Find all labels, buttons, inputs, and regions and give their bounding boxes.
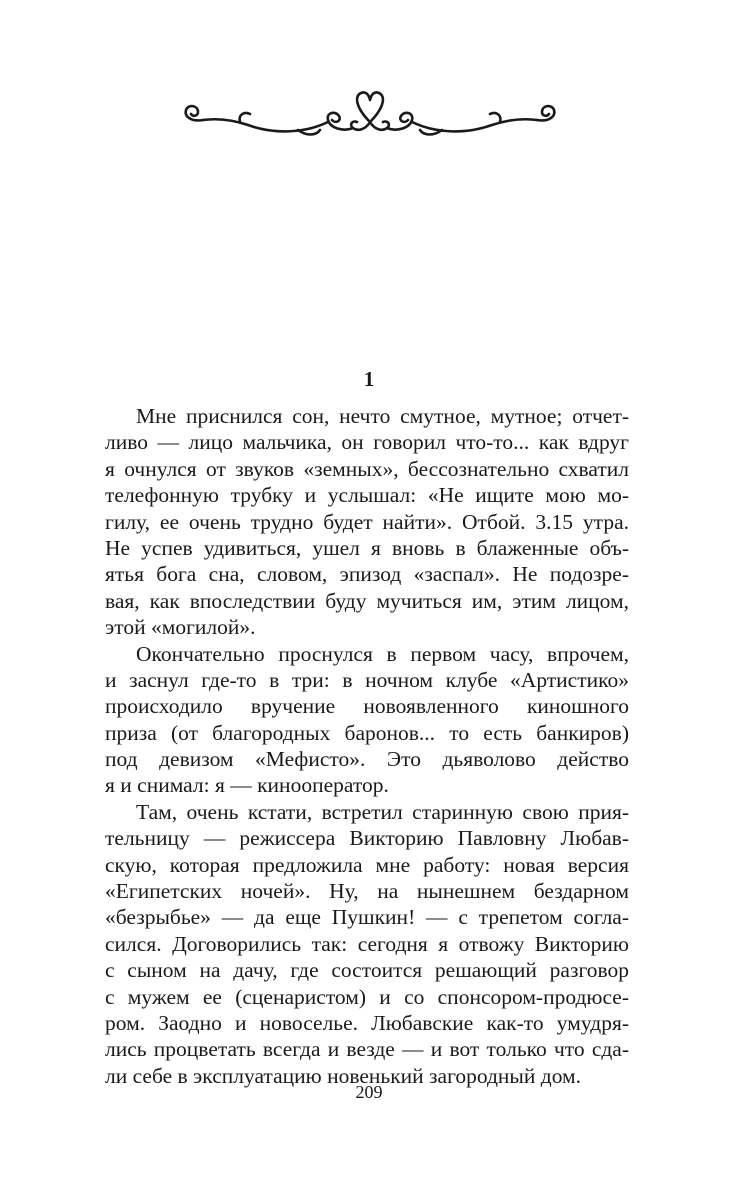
text-line: Окончательно проснулся в первом часу, впрочем, — [136, 641, 629, 666]
text-line: с сыном на дачу, где состоится решающий разговор — [105, 958, 629, 983]
text-line: Мне приснился сон, нечто смутное, мутное; отчет- — [136, 404, 629, 428]
text-line: с мужем ее (сценаристом) и со спонсором-продюсе- — [105, 984, 629, 1009]
text-line: под девизом «Мефисто». Это дьяволово действо — [105, 747, 629, 772]
text-line: происходило вручение новоявленного киношного — [105, 694, 629, 719]
text-line: приза (от благородных баронов... то есть банкиров) — [105, 720, 629, 745]
text-line: сился. Договорились так: сегодня я отвожу Викторию — [105, 931, 629, 956]
text-line: «безрыбье» — да еще Пушкин! — с трепетом согла- — [105, 905, 629, 930]
chapter-body-text — [105, 403, 629, 1089]
text-line: ром. Заодно и новоселье. Любавские как-то умудря- — [105, 1010, 629, 1035]
text-line: Не успев удивиться, ушел я вновь в блаженные объ- — [105, 535, 629, 560]
text-line: скую, которая предложила мне работу: новая версия — [105, 852, 629, 877]
text-line: я очнулся от звуков «земных», бессознательно схватил — [105, 456, 629, 481]
chapter-number: 1 — [363, 367, 375, 391]
text-line: вая, как впоследствии буду мучиться им, этим лицом, — [105, 588, 629, 613]
text-line: Там, очень кстати, встретил старинную свою прия- — [136, 799, 629, 824]
text-line: и заснул где-то в три: в ночном клубе «Артистико» — [105, 667, 629, 692]
text-line: этой «могилой». — [105, 615, 256, 640]
text-line: лись процветать всегда и везде — и вот только что сда- — [105, 1037, 629, 1062]
text-line: я и снимал: я — кинооператор. — [105, 773, 389, 798]
heart-flourish-ornament — [178, 82, 562, 144]
text-line: ли себе в эксплуатацию новенький загородный дом. — [105, 1063, 582, 1088]
text-line: «Египетских ночей». Ну, на нынешнем бездарном — [105, 879, 629, 904]
text-line: тельницу — режиссера Викторию Павловну Любав- — [105, 826, 629, 851]
text-line: гилу, ее очень трудно будет найти». Отбой. 3.15 утра. — [105, 509, 629, 534]
text-line: ливо — лицо мальчика, он говорил что-то... как вдруг — [105, 430, 629, 455]
text-line: ятья бога сна, словом, эпизод «заспал». Не подозре- — [105, 562, 629, 587]
page-number: 209 — [355, 1082, 383, 1102]
text-line: телефонную трубку и услышал: «Не ищите мою мо- — [105, 483, 629, 508]
